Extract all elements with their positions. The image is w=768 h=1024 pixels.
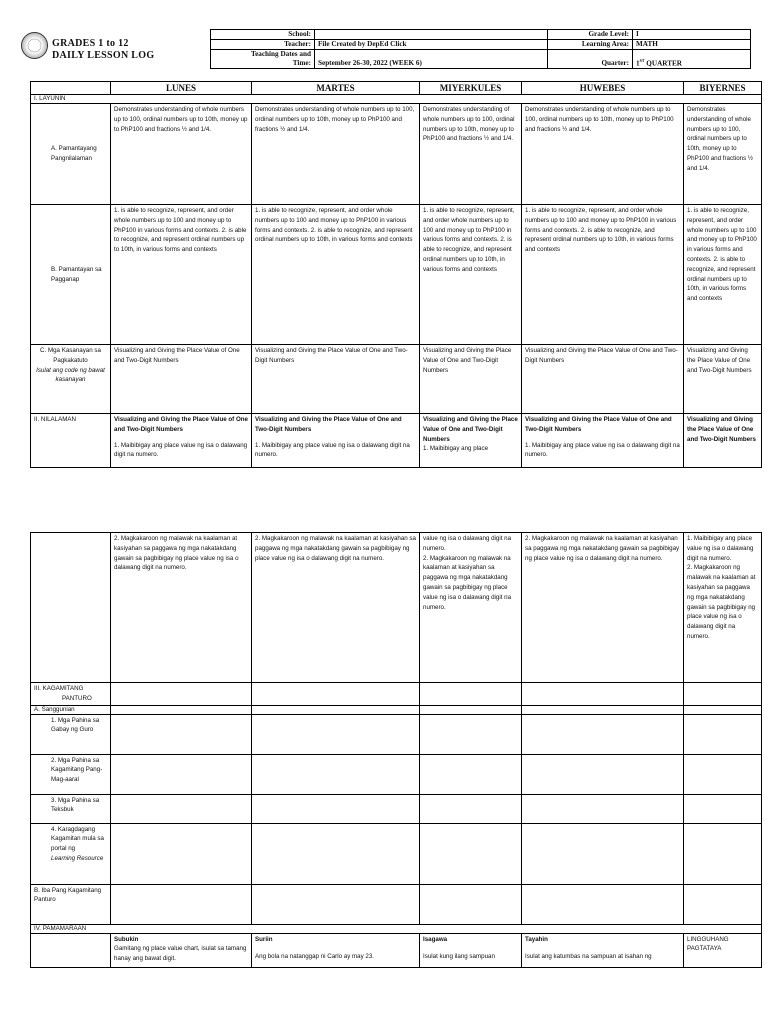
pamamaraan-head: LINGGUHANG xyxy=(687,935,729,943)
nilalaman-objective: 1. Maibibigay ang place xyxy=(423,445,489,453)
cont-cell-miyerkules: value ng isa o dalawang digit na numero. 2. Magkakaroon ng malawak na kaalaman at kasiyahan sa paggawa ng mga nakatakdang gawain sa pagbibigay ng place value ng isa o dalawang digit na numero. xyxy=(420,533,522,683)
empty-cell xyxy=(111,823,252,884)
day-header-martes: MARTES xyxy=(252,82,420,95)
cell-b-biyernes: 1. is able to recognize, represent, and order whole numbers up to 100 and money up to PhP100 in various forms and contexts. 2. is able to recognize, and represent ordinal numbers up to 10th, in various forms and contexts xyxy=(684,205,762,345)
teacher-value: File Created by DepEd Click xyxy=(315,40,548,50)
nilalaman-objective: 1. Maibibigay ang place value ng isa o dalawang digit na numero. xyxy=(114,441,248,459)
empty-cell xyxy=(684,823,762,884)
nilalaman-topic: Visualizing and Giving the Place Value of One and Two-Digit Numbers xyxy=(423,416,518,443)
cell-nilalaman-huwebes xyxy=(522,414,684,468)
empty-cell xyxy=(684,794,762,823)
empty-cell xyxy=(31,933,111,967)
empty-cell xyxy=(522,714,684,754)
empty-cell xyxy=(522,705,684,714)
kasanayan-title: C. Mga Kasanayan sa Pagkakatuto xyxy=(40,347,101,364)
empty-cell xyxy=(111,714,252,754)
empty-cell xyxy=(522,794,684,823)
cell-b-huwebes: 1. is able to recognize, represent, and order whole numbers up to 100 and money up to PhP100 in various forms and contexts. 2. is able to recognize, and represent ordinal numbers up to 10th, in various forms and contexts xyxy=(522,205,684,345)
cont-cell-huwebes: 2. Magkakaroon ng malawak na kaalaman at kasiyahan sa paggawa ng mga nakatakdang gawain sa pagbibigay ng place value ng isa o dalawang digit na numero. xyxy=(522,533,684,683)
empty-cell xyxy=(420,683,522,706)
karagdagang-text: 4. Karagdagang Kagamitan mula sa portal ng xyxy=(51,825,104,853)
row-label-teksbuk: 3. Mga Pahina sa Teksbuk xyxy=(31,794,111,823)
pamamaraan-head: Tayahin xyxy=(525,935,548,943)
empty-cell xyxy=(420,884,522,924)
dates-value: September 26-30, 2022 (WEEK 6) xyxy=(315,50,548,69)
pamamaraan-head: Isagawa xyxy=(423,935,448,943)
cell-a-huwebes: Demonstrates understanding of whole numbers up to 100, ordinal numbers up to 10th, money up to PhP100 and fractions ½ and 1/4. xyxy=(522,104,684,205)
pamamaraan-cell-biyernes xyxy=(684,933,762,967)
school-label: School: xyxy=(211,30,315,40)
empty-cell xyxy=(252,794,420,823)
empty-cell xyxy=(684,884,762,924)
pamamaraan-cell-miyerkules xyxy=(420,933,522,967)
empty-cell xyxy=(420,754,522,794)
cell-b-lunes: 1. is able to recognize, represent, and order whole numbers up to 100 and money up to PhP100 in various forms and contexts. 2. is able to recognize, and represent ordinal numbers up to 10th, in various forms and contexts xyxy=(111,205,252,345)
quarter-ordinal: ST xyxy=(639,57,645,63)
empty-cell xyxy=(111,705,252,714)
dates-label-line2: Time: xyxy=(292,59,311,67)
empty-cell xyxy=(252,714,420,754)
empty-cell xyxy=(684,705,762,714)
pamamaraan-text: Isulat ang katumbas na sampuan at isahan ng xyxy=(525,953,652,961)
nilalaman-objective: 1. Maibibigay ang place value ng isa o dalawang digit na numero. xyxy=(525,441,680,459)
row-label-iba-pang-kagamitang-panturo: B. Iba Pang Kagamitang Panturo xyxy=(31,884,111,924)
quarter-number: 1 xyxy=(636,59,640,67)
empty-cell xyxy=(522,754,684,794)
cell-c-miyerkules: Visualizing and Giving the Place Value of One and Two-Digit Numbers xyxy=(420,345,522,414)
quarter-word: QUARTER xyxy=(644,59,682,67)
pamamaraan-head: Suriin xyxy=(255,935,273,943)
cell-a-lunes: Demonstrates understanding of whole numbers up to 100, ordinal numbers up to 10th, money up to PhP100 and fractions ½ and 1/4. xyxy=(111,104,252,205)
pamamaraan-head: Subukin xyxy=(114,935,139,943)
empty-cell xyxy=(522,884,684,924)
nilalaman-objective: 1. Maibibigay ang place value ng isa o dalawang digit na numero. xyxy=(255,441,410,459)
cell-c-biyernes: Visualizing and Giving the Place Value of One and Two-Digit Numbers xyxy=(684,345,762,414)
cell-c-martes: Visualizing and Giving the Place Value of One and Two-Digit Numbers xyxy=(252,345,420,414)
pamamaraan-cell-lunes xyxy=(111,933,252,967)
log-title xyxy=(52,38,154,62)
cont-cell-lunes: 2. Magkakaroon ng malawak na kaalaman at kasiyahan sa paggawa ng mga nakatakdang gawain sa pagbibigay ng place value ng isa o dalawang digit na numero. xyxy=(111,533,252,683)
dates-label xyxy=(211,50,315,69)
cont-label-cell xyxy=(31,533,111,683)
cell-a-biyernes: Demonstrates understanding of whole numbers up to 100, ordinal numbers up to 10th, money up to PhP100 and fractions ½ and 1/4. xyxy=(684,104,762,205)
nilalaman-topic: Visualizing and Giving the Place Value of One and Two-Digit Numbers xyxy=(114,416,248,433)
cell-a-martes: Demonstrates understanding of whole numbers up to 100, ordinal numbers up to 10th, money up to PhP100 and fractions ½ and 1/4. xyxy=(252,104,420,205)
pamamaraan-text: Isulat kung ilang sampuan xyxy=(423,953,495,961)
day-header-lunes: LUNES xyxy=(111,82,252,95)
school-value xyxy=(315,30,548,40)
kasanayan-note: Isulat ang code ng bawat kasanayan xyxy=(36,366,105,384)
pamamaraan-cell-martes xyxy=(252,933,420,967)
empty-cell xyxy=(420,705,522,714)
empty-cell xyxy=(111,683,252,706)
grade-value: I xyxy=(633,30,751,40)
row-label-pamantayang-pangnilalaman: A. Pamantayang Pangnilalaman xyxy=(31,104,111,205)
section-layunin: I. LAYUNIN xyxy=(31,95,762,104)
row-label-kagamitang-pang-mag-aaral: 2. Mga Pahina sa Kagamitang Pang-Mag-aaral xyxy=(31,754,111,794)
cell-b-martes: 1. is able to recognize, represent, and order whole numbers up to 100 and money up to PhP100 in various forms and contexts. 2. is able to recognize, and represent ordinal numbers up to 10th, in various forms and contexts xyxy=(252,205,420,345)
teacher-label: Teacher: xyxy=(211,40,315,50)
empty-cell xyxy=(252,683,420,706)
cell-a-miyerkules: Demonstrates understanding of whole numbers up to 100, ordinal numbers up to 10th, money up to PhP100 and fractions ½ and 1/4. xyxy=(420,104,522,205)
area-value: MATH xyxy=(633,40,751,50)
pamamaraan-text: PAGTATAYA xyxy=(687,945,722,953)
empty-cell xyxy=(684,714,762,754)
cell-c-huwebes: Visualizing and Giving the Place Value of One and Two-Digit Numbers xyxy=(522,345,684,414)
lesson-table-page1 xyxy=(30,81,762,468)
cell-nilalaman-lunes xyxy=(111,414,252,468)
section-kagamitang-panturo xyxy=(31,683,111,706)
cell-c-lunes: Visualizing and Giving the Place Value of One and Two-Digit Numbers xyxy=(111,345,252,414)
empty-cell xyxy=(111,884,252,924)
row-label-gabay-ng-guro: 1. Mga Pahina sa Gabay ng Guro xyxy=(31,714,111,754)
empty-cell xyxy=(684,683,762,706)
pamamaraan-text: Gamitang ng place value chart, isulat sa tamang hanay ang bawat digit. xyxy=(114,945,247,963)
log-title-line2: DAILY LESSON LOG xyxy=(52,50,155,61)
day-header-huwebes: HUWEBES xyxy=(522,82,684,95)
section-pamamaraan: IV. PAMAMARAAN xyxy=(31,924,762,933)
day-header-miyerkules: MIYERKULES xyxy=(420,82,522,95)
empty-cell xyxy=(420,714,522,754)
row-label-pamantayan-sa-pagganap: B. Pamantayan sa Pagganap xyxy=(31,205,111,345)
section-nilalaman: II. NILALAMAN xyxy=(31,414,111,468)
empty-cell xyxy=(420,794,522,823)
cell-nilalaman-martes xyxy=(252,414,420,468)
dates-label-line1: Teaching Dates and xyxy=(250,50,311,58)
empty-cell xyxy=(252,823,420,884)
cont-cell-biyernes: 1. Maibibigay ang place value ng isa o dalawang digit na numero. 2. Magkakaroon ng malawak na kaalaman at kasiyahan sa paggawa ng mga nakatakdang gawain sa pagbibigay ng place value ng isa o dalawang digit na numero. xyxy=(684,533,762,683)
empty-cell xyxy=(522,823,684,884)
day-header-biyernes: BIYERNES xyxy=(684,82,762,95)
area-label: Learning Area: xyxy=(548,40,633,50)
empty-cell xyxy=(252,705,420,714)
quarter-label: Quarter: xyxy=(548,50,633,69)
pamamaraan-cell-huwebes xyxy=(522,933,684,967)
lesson-table-page2 xyxy=(30,532,762,968)
kagamitang-title-line2: PANTURO xyxy=(62,694,92,702)
pamamaraan-text: Ang bola na natanggap ni Carlo ay may 23. xyxy=(255,953,375,961)
kagamitang-title-line1: III. KAGAMITANG xyxy=(34,685,84,692)
nilalaman-topic: Visualizing and Giving the Place Value of One and Two-Digit Numbers xyxy=(525,416,672,433)
empty-cell xyxy=(684,754,762,794)
empty-cell xyxy=(111,754,252,794)
empty-cell xyxy=(522,683,684,706)
cell-b-miyerkules: 1. is able to recognize, represent, and order whole numbers up to 100 and money up to PhP100 in various forms and contexts. 2. is able to recognize, and represent ordinal numbers up to 10th, in various forms and contexts xyxy=(420,205,522,345)
cont-cell-martes: 2. Magkakaroon ng malawak na kaalaman at kasiyahan sa paggawa ng mga nakatakdang gawain sa pagbibigay ng place value ng isa o dalawang digit na numero. xyxy=(252,533,420,683)
log-title-line1: GRADES 1 to 12 xyxy=(52,38,129,49)
cell-nilalaman-miyerkules xyxy=(420,414,522,468)
empty-cell xyxy=(420,823,522,884)
row-label-karagdagang-kagamitan xyxy=(31,823,111,884)
header-info-table xyxy=(210,29,751,69)
nilalaman-topic: Visualizing and Giving the Place Value of One and Two-Digit Numbers xyxy=(687,416,756,443)
deped-seal-icon xyxy=(21,32,48,59)
cell-nilalaman-biyernes xyxy=(684,414,762,468)
learning-resource-text: Learning Resource xyxy=(51,854,104,862)
row-label-sanggunian: A. Sanggunian xyxy=(31,705,111,714)
quarter-value xyxy=(633,50,751,69)
nilalaman-topic: Visualizing and Giving the Place Value of One and Two-Digit Numbers xyxy=(255,416,402,433)
corner-cell xyxy=(31,82,111,95)
empty-cell xyxy=(252,884,420,924)
grade-label: Grade Level: xyxy=(548,30,633,40)
empty-cell xyxy=(252,754,420,794)
row-label-kasanayan xyxy=(31,345,111,414)
empty-cell xyxy=(111,794,252,823)
